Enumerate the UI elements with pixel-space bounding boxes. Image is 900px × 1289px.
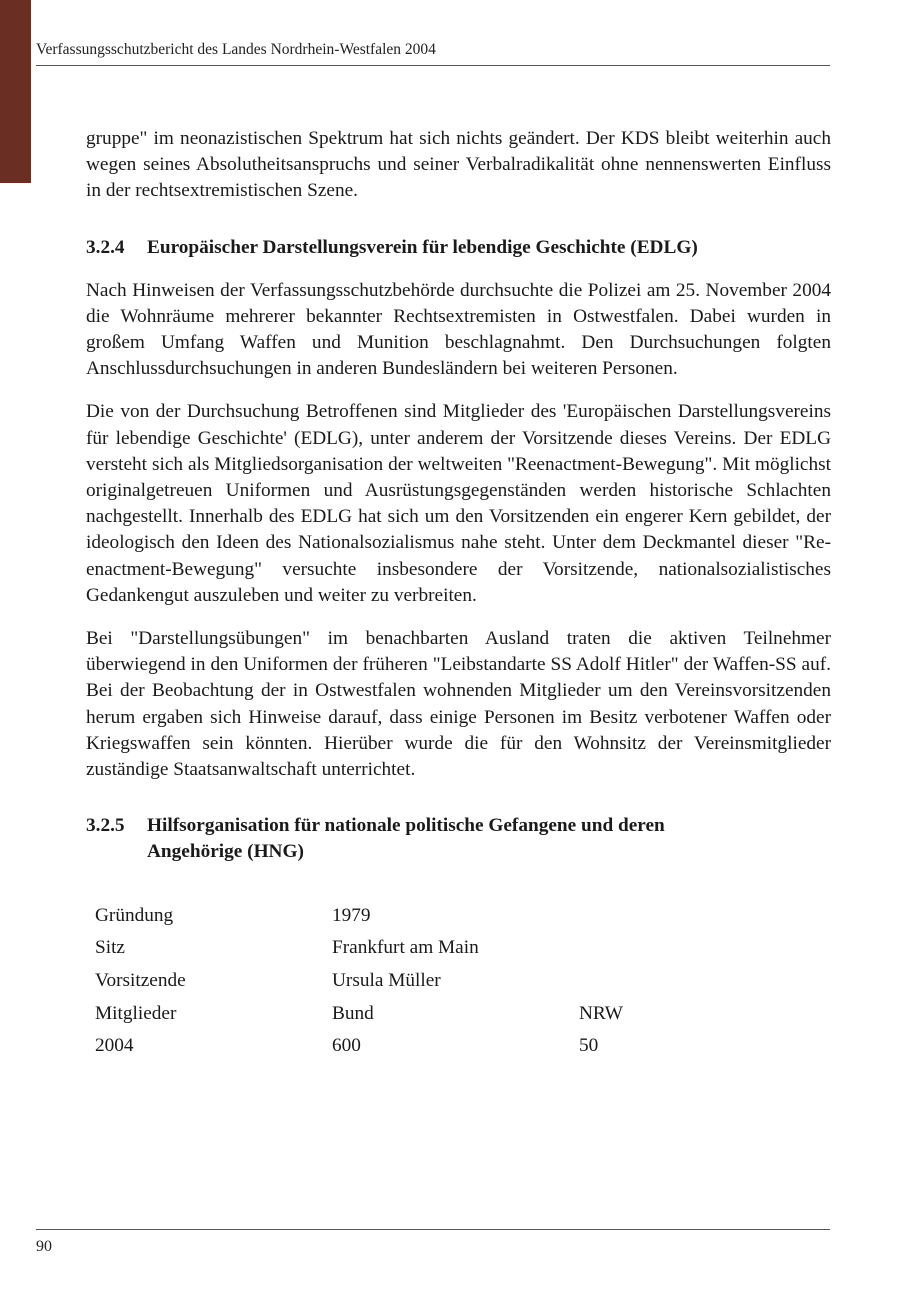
section-heading-3-2-4 <box>86 235 831 261</box>
info-cell: Bund <box>332 1002 374 1024</box>
section-number: 3.2.5 <box>86 815 125 837</box>
dotted-divider <box>86 865 831 877</box>
section-heading-3-2-5 <box>86 813 831 865</box>
section-title-line-1: Hilfsorganisation für nationale politische Gefangene und deren <box>147 815 665 837</box>
info-cell <box>579 932 623 965</box>
page-content <box>86 126 831 1063</box>
info-cell: Vorsitzende <box>95 969 186 991</box>
footer-rule <box>36 1229 830 1230</box>
info-cell: 600 <box>332 1035 361 1057</box>
header-rule <box>36 65 830 66</box>
info-row <box>95 932 623 965</box>
section-title-line-2: Angehörige (HNG) <box>147 841 304 863</box>
info-row <box>95 1030 623 1063</box>
info-row <box>95 997 623 1030</box>
section-title: Europäischer Darstellungsverein für lebendige Geschichte (EDLG) <box>147 236 698 258</box>
info-cell: 50 <box>579 1035 599 1057</box>
info-cell: Mitglieder <box>95 1002 177 1024</box>
paragraph: Bei "Darstellungsübungen" im benachbarten Ausland traten die aktiven Teilnehmer überwiegend in den Uniformen der früheren "Leibstandarte SS Adolf Hitler" der Waffen-SS auf. Bei der Beobachtung der in Ostwestfalen wohnenden Mitglieder um den Vereinsvorsitzenden herum ergaben sich Hinweise darauf, dass einige Personen im Besitz verbotener Waffen oder Kriegswaffen sein könnten. Hierüber wurde die für den Wohnsitz der Vereinsmitglieder zuständige Staatsanwaltschaft unterrichtet. <box>86 628 831 781</box>
side-color-bar <box>0 0 31 183</box>
info-row <box>95 899 623 932</box>
info-cell: Ursula Müller <box>332 969 441 991</box>
section-number: 3.2.4 <box>86 236 125 258</box>
info-cell: 2004 <box>95 1035 134 1057</box>
info-cell <box>579 965 623 998</box>
organization-info-table <box>95 899 623 1062</box>
info-cell: Gründung <box>95 904 174 926</box>
info-cell: 1979 <box>332 904 371 926</box>
paragraph: Nach Hinweisen der Verfassungsschutzbehörde durchsuchte die Polizei am 25. November 2004 die Wohnräume mehrerer bekannter Rechtsextremisten in Ostwestfalen. Dabei wurden in großem Umfang Waffen und Munition beschlagnahmt. Den Durchsuchungen folgten Anschlussdurchsuchungen in anderen Bundesländern bei weiteren Personen. <box>86 279 831 380</box>
info-row <box>95 965 623 998</box>
info-cell: NRW <box>579 1002 623 1024</box>
paragraph: Die von der Durchsuchung Betroffenen sind Mitglieder des 'Europäischen Darstellungsvereins für lebendige Geschichte' (EDLG), unter anderem der Vorsitzende dieses Vereins. Der EDLG versteht sich als Mitgliedsorganisation der weltweiten "Reenactment-Bewegung". Mit möglichst originalgetreuen Uniformen und Ausrüstungsgegenständen werden historische Schlachten nachgestellt. Innerhalb des EDLG hat sich um den Vorsitzenden ein engerer Kern gebildet, der ideologisch den Ideen des Nationalsozialismus nahe steht. Unter dem Deckmantel dieser "Re-enactment-Bewegung" versuchte insbesondere der Vorsitzende, nationalsozialistisches Gedankengut auszuleben und weiter zu verbreiten. <box>86 401 831 606</box>
info-cell: Frankfurt am Main <box>332 937 479 959</box>
intro-paragraph: gruppe" im neonazistischen Spektrum hat sich nichts geändert. Der KDS bleibt weiterhin auch wegen seines Absolutheitsanspruchs und seiner Verbalradikalität ohne nennenswerten Einfluss in der rechtsextremistischen Szene. <box>86 128 831 202</box>
running-header: Verfassungsschutzbericht des Landes Nordrhein-Westfalen 2004 <box>36 41 436 58</box>
page-number: 90 <box>36 1238 52 1255</box>
info-cell <box>579 899 623 932</box>
info-cell: Sitz <box>95 937 125 959</box>
